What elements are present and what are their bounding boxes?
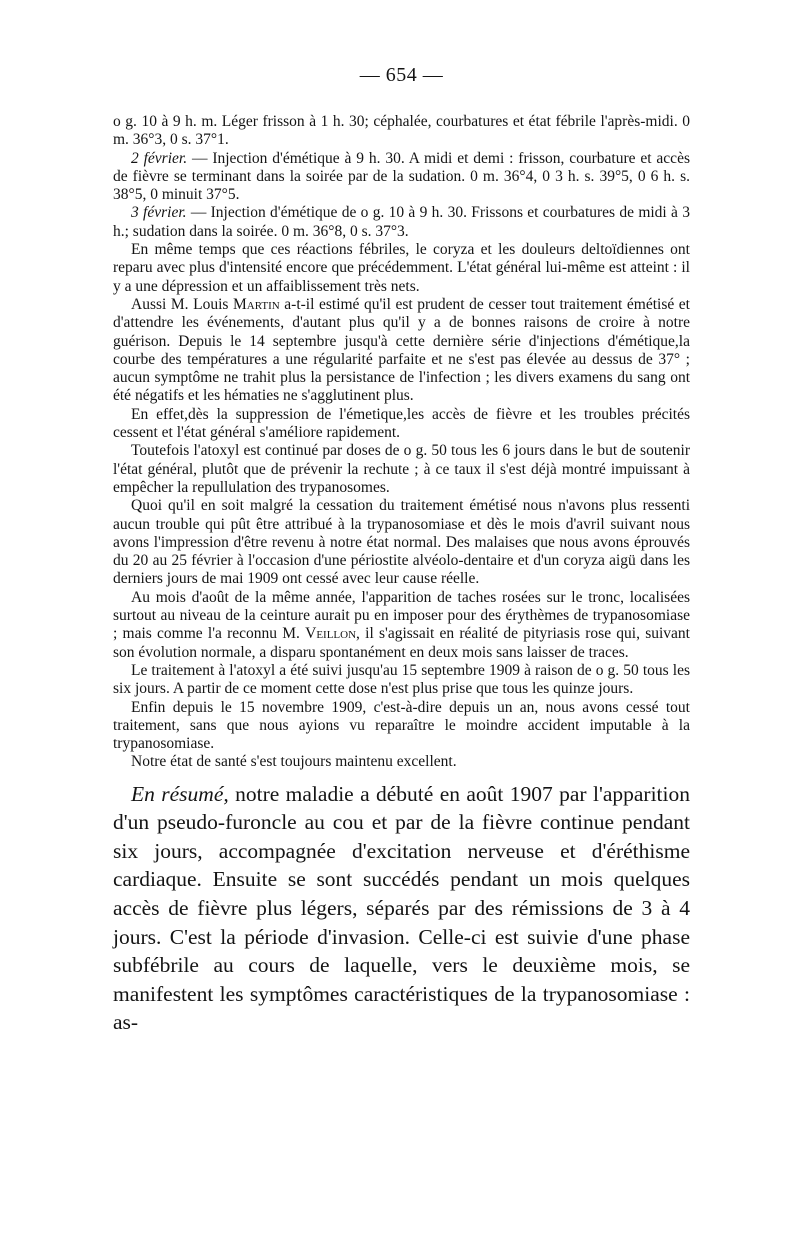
paragraph: [113, 442, 690, 497]
paragraph: [113, 241, 690, 296]
text-run: 3 février.: [131, 204, 187, 222]
summary-text-large: [113, 780, 690, 1037]
text-run: a-t-il estimé qu'il est prudent de cesser tout traitement émétisé et d'attendre les événements, d'autant plus qu'il y a de bonnes raisons de croire à notre guérison. Depuis le 14 septembre jusqu'à cette dernière série d'injections d'émétique,la courbe des températures a une régularité parfaite et ne s'est pas élevée au dessus de 37° ; aucun symptôme ne trahit plus la persistance de l'infection ; les divers examens du sang ont été négatifs et les hématies ne s'agglutinent plus.: [113, 295, 690, 405]
text-run: Enfin depuis le 15 novembre 1909, c'est-à-dire depuis un an, nous avons cessé tout traitement, sans que nous ayions vu reparaître le moindre accident imputable à la trypanosomiase.: [113, 698, 690, 753]
text-run: Notre état de santé s'est toujours maintenu excellent.: [131, 753, 457, 771]
text-run: — Injection d'émétique de o g. 10 à 9 h. 30. Frissons et courbatures de midi à 3 h.; sudation dans la soirée. 0 m. 36°8, 0 s. 37°3.: [113, 204, 690, 240]
paragraph: [113, 589, 690, 662]
paragraph: [113, 662, 690, 699]
text-run: Martin: [232, 295, 280, 313]
text-run: Veillon: [305, 625, 357, 643]
text-run: Aussi M. Louis: [131, 295, 233, 313]
text-run: Le traitement à l'atoxyl a été suivi jusqu'au 15 septembre 1909 à raison de o g. 50 tous les six jours. A partir de ce moment cette dose n'est plus prise que tous les quinze jours.: [113, 661, 690, 698]
paragraph: [113, 113, 690, 150]
paragraph: [113, 699, 690, 754]
text-run: — Injection d'émétique à 9 h. 30. A midi et demi : frisson, courbature et accès de fièvre se terminant dans la soirée par de la sudation. 0 m. 36°4, 0 3 h. s. 39°5, 0 6 h. s. 38°5, 0 minuit 37°5.: [113, 149, 690, 204]
text-run: 2 février.: [131, 149, 188, 167]
page: [113, 64, 690, 1037]
text-run: o g. 10 à 9 h. m. Léger frisson à 1 h. 30; céphalée, courbatures et état fébrile l'après-midi. 0 m. 36°3, 0 s. 37°1.: [113, 113, 690, 149]
page-number: — 654 —: [359, 64, 444, 86]
text-run: Quoi qu'il en soit malgré la cessation du traitement émétisé nous n'avons plus ressenti aucun trouble qui pût être attribué à la trypanosomiase et dès le mois d'avril suivant nous avons l'impression d'être revenu à notre état normal. Des malaises que nous avons éprouvés du 20 au 25 février à l'occasion d'une périostite alvéolo-dentaire et d'un coryza aigü dans les derniers jours de mai 1909 ont cessé avec leur cause réelle.: [113, 497, 690, 588]
paragraph: [113, 753, 690, 771]
text-run: notre maladie a débuté en août 1907 par l'apparition d'un pseudo-furoncle au cou et par de la fièvre continue pendant six jours, accompagnée d'excitation nerveuse et d'éréthisme cardiaque. Ensuite se sont succédés pendant un mois quelques accès de fièvre plus légers, séparés par des rémissions de 3 à 4 jours. C'est la période d'invasion. Celle-ci est suivie d'une phase subfébrile au cours de laquelle, vers le deuxième mois, se manifestent les symptômes caractéristiques de la trypanosomiase : as-: [113, 781, 690, 1035]
paragraph: [113, 150, 690, 205]
text-run: Toutefois l'atoxyl est continué par doses de o g. 50 tous les 6 jours dans le but de soutenir l'état général, plutôt que de prévenir la rechute ; à ce taux il s'est déjà montré impuissant à empêcher la repullulation des trypanosomes.: [113, 442, 690, 496]
text-run: Au mois d'août de la même année, l'apparition de taches rosées sur le tronc, localisées surtout au niveau de la ceinture aurait pu en imposer pour des érythèmes de trypanosomiase ; mais comme l'a reconnu M.: [113, 588, 690, 643]
text-run: En résumé,: [131, 781, 229, 806]
body-text-small: [113, 113, 690, 772]
text-run: En même temps que ces réactions fébriles, le coryza et les douleurs deltoïdiennes ont reparu avec plus d'intensité encore que précédemment. L'état général lui-même est atteint : il y a une dépression et un affaiblissement très nets.: [113, 241, 690, 295]
paragraph: [113, 406, 690, 443]
paragraph: [113, 204, 690, 241]
paragraph: [113, 497, 690, 588]
text-run: , il s'agissait en réalité de pityriasis rose qui, suivant son évolution normale, a disparu spontanément en deux mois sans laisser de traces.: [113, 625, 690, 661]
paragraph: [113, 780, 690, 1037]
text-run: En effet,dès la suppression de l'émetique,les accès de fièvre et les troubles précités cessent et l'état général s'améliore rapidement.: [113, 405, 690, 442]
paragraph: [113, 296, 690, 406]
